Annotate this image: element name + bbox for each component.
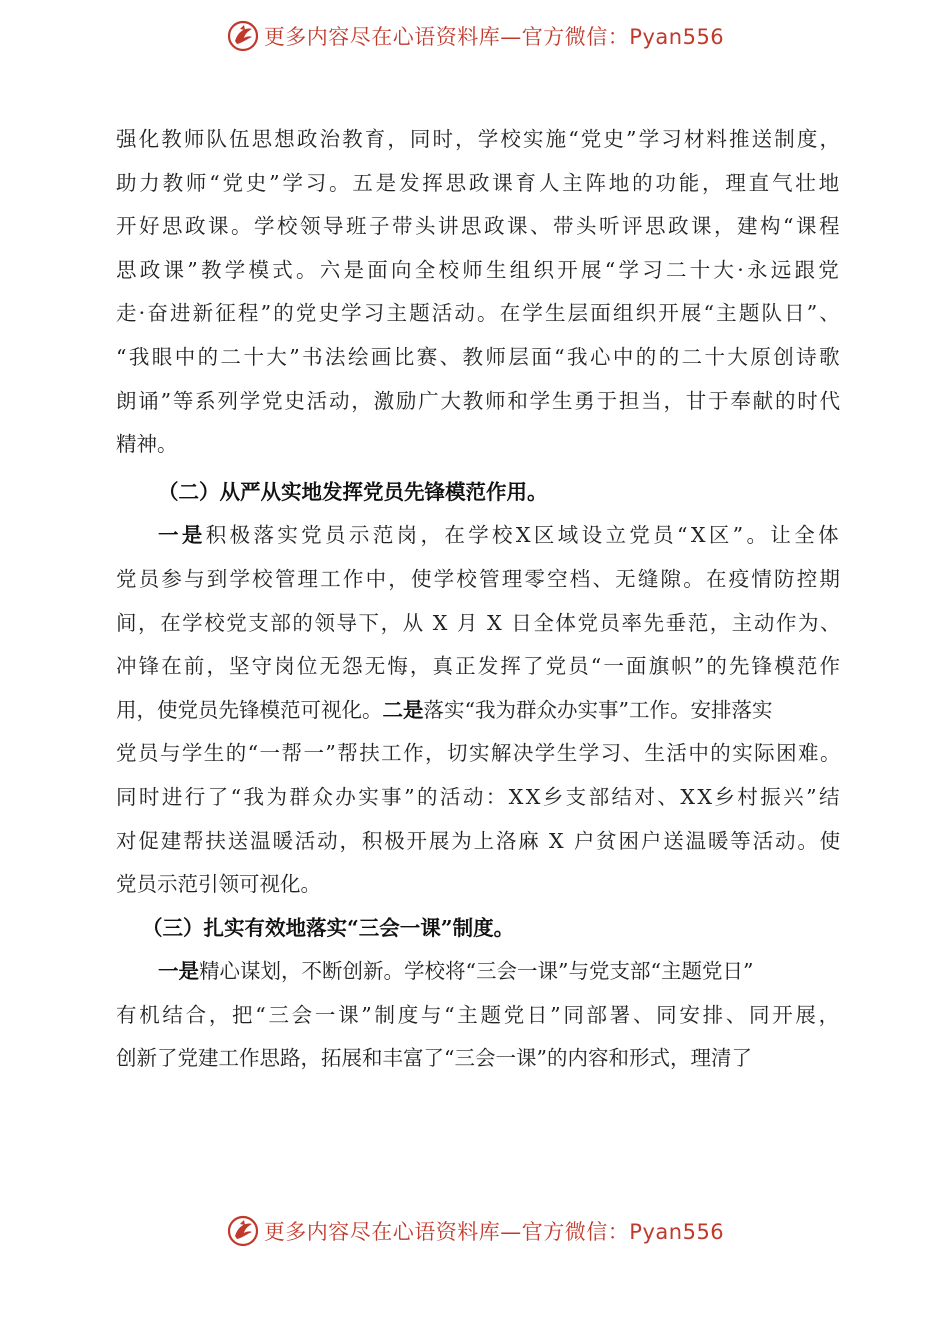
text-line: 创新了党建工作思路，拓展和丰富了“三会一课”的内容和形式，理清了 (116, 1046, 752, 1071)
text-line: 一是 积极落实党员示范岗，在学校X区域设立党员“X区”。让全体 (116, 514, 842, 558)
text-line: 朗诵”等系列学党史活动，激励广大教师和学生勇于担当，甘于奉献的时代 (116, 388, 842, 413)
text-line: 同时进行了“我为群众办实事”的活动：XX乡支部结对、XX乡村振兴”结 (116, 784, 842, 809)
text-line: 有机结合，把“三会一课”制度与“主题党日”同部署、同安排、同开展， (116, 1002, 842, 1027)
text-line: 开好思政课。学校领导班子带头讲思政课、带头听评思政课，建构“课程 (116, 214, 842, 239)
text-line: 对促建帮扶送温暖活动，积极开展为上洛麻 X 户贫困户送温暖等活动。使 (116, 828, 843, 853)
text-line: “我眼中的二十大”书法绘画比赛、教师层面“我心中的的二十大原创诗歌 (116, 344, 842, 369)
text-line: 用，使党员先锋模范可视化。 二是 落实“我为群众办实事”工作。安排落实 (116, 689, 842, 733)
emphasis-label: 二是 (382, 697, 424, 722)
section-heading-3: （三）扎实有效地落实“三会一课”制度。 (142, 915, 515, 940)
text-line: 精神。 (116, 432, 178, 457)
section-heading-2: （二）从严从实地发挥党员先锋模范作用。 (158, 479, 548, 504)
text-line: 间，在学校党支部的领导下，从 X 月 X 日全体党员率先垂范，主动作为、 (116, 610, 843, 635)
phoenix-logo-icon (226, 1214, 260, 1248)
paragraph-2 (116, 514, 842, 906)
text-line: 强化教师队伍思想政治教育，同时，学校实施“党史”学习材料推送制度， (116, 127, 843, 151)
header-banner (0, 14, 950, 58)
text-line: 党员示范引领可视化。 (116, 872, 321, 897)
text-line: 思政课”教学模式。六是面向全校师生组织开展“学习二十大·永远跟党 (116, 257, 842, 282)
emphasis-label: 一是 (158, 523, 206, 548)
footer-banner (0, 1209, 950, 1253)
paragraph-1 (116, 118, 842, 467)
paragraph-3 (116, 950, 842, 1081)
text-line: 冲锋在前，坚守岗位无怨无悔，真正发挥了党员“一面旗帜”的先锋模范作 (116, 654, 843, 679)
banner-text: 更多内容尽在心语资料库—官方微信：Pyan556 (263, 25, 725, 49)
text-line: 一是 精心谋划，不断创新。学校将“三会一课”与党支部“主题党日” (116, 950, 842, 994)
document-body (116, 118, 842, 1081)
text-line: 走·奋进新征程”的党史学习主题活动。在学生层面组织开展“主题队日”、 (116, 301, 843, 326)
banner-text: 更多内容尽在心语资料库—官方微信：Pyan556 (263, 1220, 725, 1244)
text-line: 助力教师“党史”学习。五是发挥思政课育人主阵地的功能，理直气壮地 (116, 170, 842, 195)
emphasis-label: 一是 (158, 959, 199, 984)
text-line: 党员参与到学校管理工作中，使学校管理零空档、无缝隙。在疫情防控期 (116, 566, 843, 591)
phoenix-logo-icon (226, 19, 260, 53)
text-line: 党员与学生的“一帮一”帮扶工作，切实解决学生学习、生活中的实际困难。 (116, 741, 842, 766)
